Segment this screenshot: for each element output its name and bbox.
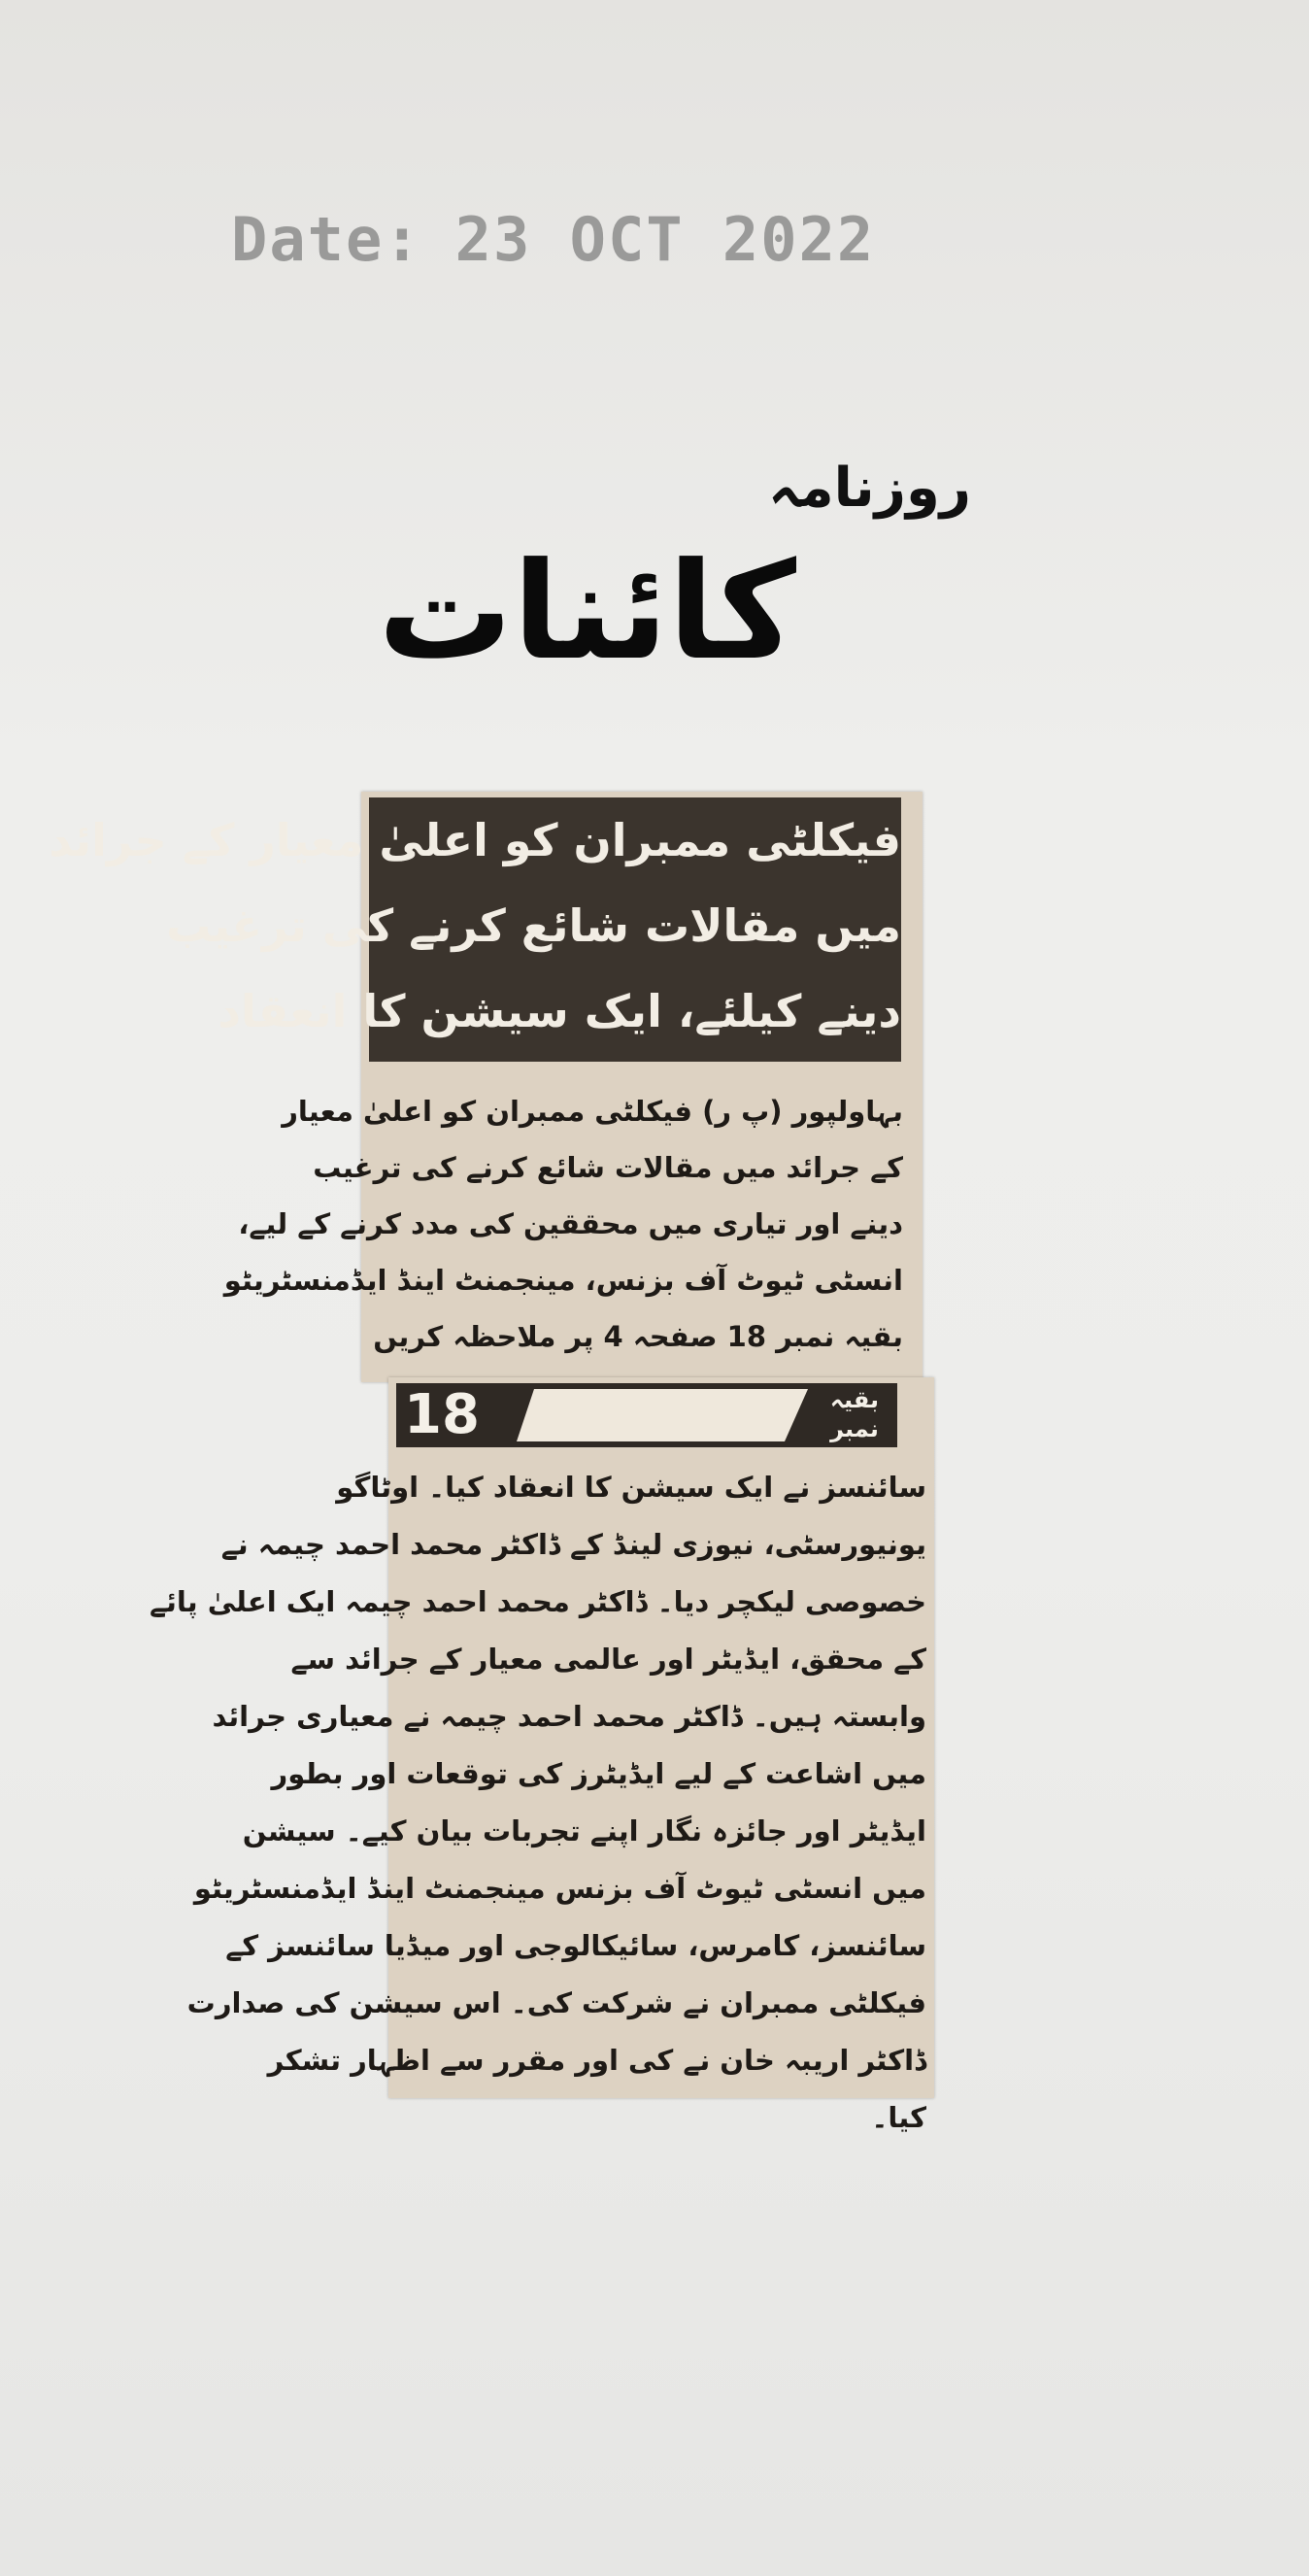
continuation-body <box>149 1459 926 2134</box>
continuation-line: ڈاکٹر اریبہ خان نے کی اور مقرر سے اظہار تشکر <box>267 2044 926 2077</box>
article-body <box>223 1083 903 1374</box>
continuation-line: سائنسز نے ایک سیشن کا انعقاد کیا۔ اوٹاگو <box>336 1471 926 1504</box>
continuation-header-banner <box>517 1389 808 1441</box>
continuation-number: 18 <box>404 1383 480 1446</box>
continuation-tag: بقیہ نمبر <box>829 1386 880 1442</box>
continuation-line: کے محقق، ایڈیٹر اور عالمی معیار کے جرائد سے <box>290 1643 926 1676</box>
date-stamp <box>231 204 876 291</box>
headline-line: فیکلٹی ممبران کو اعلیٰ معیار کے جرائد <box>49 814 901 866</box>
article-line: انسٹی ٹیوٹ آف بزنس، مینجمنٹ اینڈ ایڈمنسٹریٹو <box>223 1264 903 1297</box>
date-stamp-label: Date: <box>231 204 422 275</box>
news-clipping <box>49 792 923 1382</box>
continuation-line: فیکلٹی ممبران نے شرکت کی۔ اس سیشن کی صدارت <box>186 1986 926 2019</box>
headline-line: دینے کیلئے، ایک سیشن کا انعقاد <box>218 985 901 1037</box>
continuation-line: وابستہ ہیں۔ ڈاکٹر محمد احمد چیمہ نے معیاری جرائد <box>212 1700 926 1733</box>
continuation-note: بقیہ نمبر 18 صفحہ 4 پر ملاحظہ کریں <box>373 1320 903 1353</box>
headline-box <box>49 797 901 1062</box>
article-line: بہاولپور (پ ر) فیکلٹی ممبران کو اعلیٰ معیار <box>282 1095 903 1128</box>
continuation-line: میں انسٹی ٹیوٹ آف بزنس مینجمنٹ اینڈ ایڈمنسٹریٹو <box>193 1872 926 1905</box>
continuation-line: خصوصی لیکچر دیا۔ ڈاکٹر محمد احمد چیمہ ایک اعلیٰ پائے <box>149 1585 926 1618</box>
headline-line: میں مقالات شائع کرنے کی ترغیب <box>166 899 901 952</box>
continuation-line: سائنسز، کامرس، سائیکالوجی اور میڈیا سائنسز کے <box>225 1929 926 1962</box>
continuation-line: یونیورسٹی، نیوزی لینڈ کے ڈاکٹر محمد احمد چیمہ نے <box>220 1528 926 1561</box>
article-line: کے جرائد میں مقالات شائع کرنے کی ترغیب <box>313 1151 903 1184</box>
continuation-line: کیا۔ <box>871 2101 926 2134</box>
continuation-line: میں اشاعت کے لیے ایڈیٹرز کی توقعات اور بطور <box>271 1757 926 1790</box>
newspaper-subtitle: روزنامہ <box>768 457 971 520</box>
newspaper-title: کائنات <box>378 533 796 690</box>
article-line: دینے اور تیاری میں محققین کی مدد کرنے کے لیے، <box>238 1207 903 1240</box>
continuation-clipping <box>149 1377 934 2134</box>
date-stamp-value: 23 OCT 2022 <box>454 204 876 275</box>
continuation-line: ایڈیٹر اور جائزہ نگار اپنے تجربات بیان کیے۔ سیشن <box>242 1814 926 1847</box>
